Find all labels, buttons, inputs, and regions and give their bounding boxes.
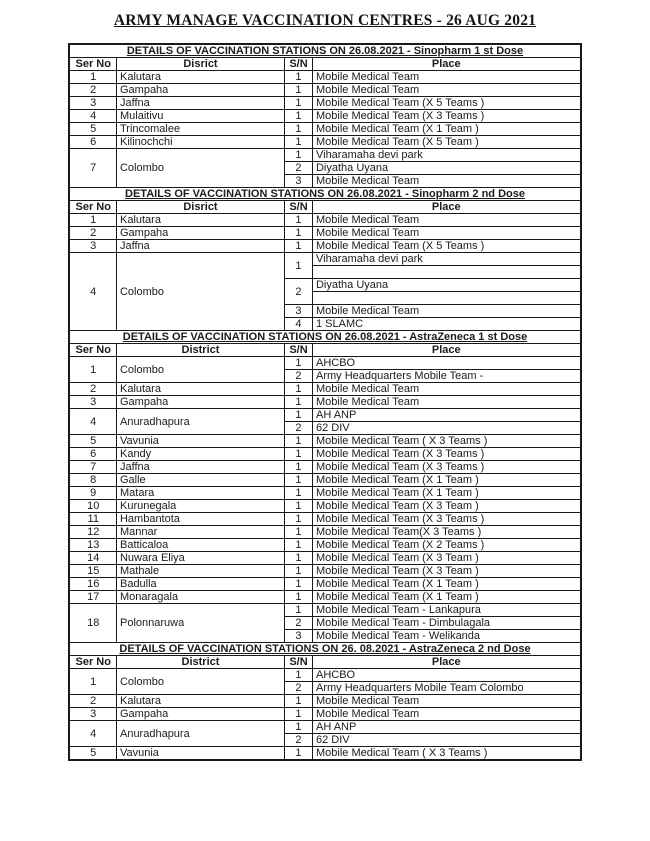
ser-no-cell: 3	[69, 396, 116, 409]
section-header	[69, 331, 580, 344]
ser-no-cell: 3	[69, 240, 116, 253]
place-cell: Army Headquarters Mobile Team Colombo	[312, 682, 580, 695]
ser-no-cell: 9	[69, 487, 116, 500]
page-title: ARMY MANAGE VACCINATION CENTRES - 26 AUG 2021	[113, 12, 537, 29]
sn-cell: 1	[284, 565, 312, 578]
sn-cell: 1	[284, 578, 312, 591]
place-cell: Mobile Medical Team - Welikanda	[312, 630, 580, 643]
place-cell: 1 SLAMC	[312, 318, 580, 331]
sn-cell: 2	[284, 734, 312, 747]
district-cell: Anuradhapura	[116, 409, 284, 435]
table-row	[69, 448, 580, 461]
district-cell: Gampaha	[116, 708, 284, 721]
ser-no-cell: 17	[69, 591, 116, 604]
ser-no-cell: 4	[69, 721, 116, 747]
place-cell: Mobile Medical Team - Lankapura	[312, 604, 580, 617]
district-cell: Mulaitivu	[116, 110, 284, 123]
ser-no-cell: 18	[69, 604, 116, 643]
place-cell: Mobile Medical Team (X 2 Teams )	[312, 539, 580, 552]
place-cell: Mobile Medical Team - Dimbulagala	[312, 617, 580, 630]
place-cell: Mobile Medical Team	[312, 695, 580, 708]
section-band-row	[69, 643, 580, 656]
place-cell: Mobile Medical Team	[312, 227, 580, 240]
place-cell: Diyatha Uyana	[312, 162, 580, 175]
section-header-text: DETAILS OF VACCINATION STATIONS ON 26. 08.2021 - AstraZeneca 2 nd Dose	[119, 643, 531, 655]
ser-no-cell: 11	[69, 513, 116, 526]
district-cell: Kalutara	[116, 71, 284, 84]
sn-cell: 1	[284, 84, 312, 97]
place-cell: Mobile Medical Team ( X 3 Teams )	[312, 435, 580, 448]
table-row	[69, 97, 580, 110]
sn-cell: 2	[284, 279, 312, 305]
table-row	[69, 71, 580, 84]
column-header: District	[116, 344, 284, 357]
sn-cell: 1	[284, 240, 312, 253]
ser-no-cell: 2	[69, 227, 116, 240]
sn-cell: 2	[284, 422, 312, 435]
column-header: Place	[312, 344, 580, 357]
column-header: Ser No	[69, 656, 116, 669]
sn-cell: 3	[284, 175, 312, 188]
district-cell: Vavunia	[116, 435, 284, 448]
sn-cell: 1	[284, 500, 312, 513]
ser-no-cell: 1	[69, 214, 116, 227]
table-row	[69, 695, 580, 708]
district-cell: Colombo	[116, 357, 284, 383]
place-cell: Mobile Medical Team (X 3 Teams )	[312, 110, 580, 123]
sn-cell: 1	[284, 487, 312, 500]
table-row	[69, 84, 580, 97]
district-cell: Kalutara	[116, 383, 284, 396]
district-cell: Jaffna	[116, 461, 284, 474]
ser-no-cell: 15	[69, 565, 116, 578]
district-cell: Gampaha	[116, 84, 284, 97]
place-cell: Mobile Medical Team	[312, 214, 580, 227]
table-row	[69, 435, 580, 448]
place-cell: Mobile Medical Team (X 1 Team )	[312, 591, 580, 604]
sn-cell: 1	[284, 513, 312, 526]
column-header: Disrict	[116, 201, 284, 214]
ser-no-cell: 3	[69, 97, 116, 110]
district-cell: Anuradhapura	[116, 721, 284, 747]
sn-cell: 1	[284, 474, 312, 487]
column-header: S/N	[284, 201, 312, 214]
table-row	[69, 227, 580, 240]
table-row	[69, 110, 580, 123]
column-header: Ser No	[69, 344, 116, 357]
district-cell: Hambantota	[116, 513, 284, 526]
ser-no-cell: 5	[69, 747, 116, 761]
table-row	[69, 357, 580, 370]
table-row	[69, 396, 580, 409]
table-row	[69, 565, 580, 578]
place-cell: Mobile Medical Team	[312, 383, 580, 396]
district-cell: Kilinochchi	[116, 136, 284, 149]
district-cell: Monaragala	[116, 591, 284, 604]
place-cell: Mobile Medical Team (X 3 Team )	[312, 565, 580, 578]
column-header: Disrict	[116, 58, 284, 71]
table-row	[69, 461, 580, 474]
place-cell: AH ANP	[312, 409, 580, 422]
sn-cell: 1	[284, 71, 312, 84]
table-row	[69, 591, 580, 604]
column-header-row	[69, 201, 580, 214]
sn-cell: 1	[284, 448, 312, 461]
ser-no-cell: 1	[69, 357, 116, 383]
column-header: S/N	[284, 656, 312, 669]
place-cell: Army Headquarters Mobile Team -	[312, 370, 580, 383]
district-cell: Kurunegala	[116, 500, 284, 513]
table-row	[69, 123, 580, 136]
column-header: Ser No	[69, 201, 116, 214]
table-row	[69, 578, 580, 591]
ser-no-cell: 10	[69, 500, 116, 513]
table-row	[69, 526, 580, 539]
ser-no-cell: 8	[69, 474, 116, 487]
ser-no-cell: 7	[69, 461, 116, 474]
place-cell: Mobile Medical Team (X 1 Team )	[312, 123, 580, 136]
sn-cell: 1	[284, 97, 312, 110]
place-cell	[312, 266, 580, 279]
district-cell: Kalutara	[116, 214, 284, 227]
sn-cell: 2	[284, 162, 312, 175]
sn-cell: 2	[284, 370, 312, 383]
place-cell: Mobile Medical Team	[312, 84, 580, 97]
table-row	[69, 409, 580, 422]
place-cell: Mobile Medical Team (X 5 Teams )	[312, 97, 580, 110]
place-cell: Mobile Medical Team (X 3 Teams )	[312, 448, 580, 461]
place-cell: Viharamaha devi park	[312, 253, 580, 266]
district-cell: Batticaloa	[116, 539, 284, 552]
ser-no-cell: 2	[69, 383, 116, 396]
column-header: S/N	[284, 344, 312, 357]
ser-no-cell: 6	[69, 448, 116, 461]
district-cell: Vavunia	[116, 747, 284, 761]
section-header-text: DETAILS OF VACCINATION STATIONS ON 26.08.2021 - Sinopharm 1 st Dose	[126, 45, 524, 57]
place-cell: 62 DIV	[312, 422, 580, 435]
place-cell: Mobile Medical Team	[312, 708, 580, 721]
district-cell: Gampaha	[116, 396, 284, 409]
place-cell: Mobile Medical Team (X 5 Teams )	[312, 240, 580, 253]
table-row	[69, 500, 580, 513]
place-cell: Mobile Medical Team (X 3 Teams )	[312, 461, 580, 474]
section-header-text: DETAILS OF VACCINATION STATIONS ON 26.08.2021 - Sinopharm 2 nd Dose	[125, 188, 525, 200]
district-cell: Matara	[116, 487, 284, 500]
sn-cell: 1	[284, 721, 312, 734]
place-cell: Mobile Medical Team (X 5 Team )	[312, 136, 580, 149]
column-header-row	[69, 58, 580, 71]
sn-cell: 1	[284, 110, 312, 123]
ser-no-cell: 4	[69, 253, 116, 331]
table-row	[69, 747, 580, 761]
district-cell: Colombo	[116, 253, 284, 331]
sn-cell: 3	[284, 630, 312, 643]
section-band-row	[69, 44, 580, 58]
district-cell: Polonnaruwa	[116, 604, 284, 643]
ser-no-cell: 1	[69, 71, 116, 84]
table-row	[69, 708, 580, 721]
ser-no-cell: 1	[69, 669, 116, 695]
sn-cell: 3	[284, 305, 312, 318]
district-cell: Galle	[116, 474, 284, 487]
sn-cell: 1	[284, 214, 312, 227]
place-cell: Mobile Medical Team	[312, 305, 580, 318]
sn-cell: 1	[284, 357, 312, 370]
district-cell: Mathale	[116, 565, 284, 578]
ser-no-cell: 12	[69, 526, 116, 539]
sn-cell: 1	[284, 526, 312, 539]
section-header	[69, 643, 580, 656]
sn-cell: 1	[284, 708, 312, 721]
place-cell: AHCBO	[312, 357, 580, 370]
table-row	[69, 669, 580, 682]
ser-no-cell: 6	[69, 136, 116, 149]
table-row	[69, 487, 580, 500]
place-cell: Mobile Medical Team	[312, 175, 580, 188]
column-header-row	[69, 656, 580, 669]
sn-cell: 1	[284, 227, 312, 240]
district-cell: Kalutara	[116, 695, 284, 708]
column-header: Place	[312, 58, 580, 71]
place-cell: Mobile Medical Team	[312, 71, 580, 84]
sn-cell: 1	[284, 669, 312, 682]
section-band-row	[69, 331, 580, 344]
place-cell: Mobile Medical Team	[312, 396, 580, 409]
column-header: Place	[312, 201, 580, 214]
ser-no-cell: 2	[69, 84, 116, 97]
sn-cell: 2	[284, 682, 312, 695]
section-header	[69, 188, 580, 201]
place-cell: AH ANP	[312, 721, 580, 734]
sn-cell: 1	[284, 539, 312, 552]
place-cell: Mobile Medical Team (X 3 Team )	[312, 500, 580, 513]
vaccination-table	[68, 43, 581, 761]
table-row	[69, 721, 580, 734]
place-cell: Diyatha Uyana	[312, 279, 580, 292]
table-row	[69, 149, 580, 162]
table-row	[69, 513, 580, 526]
place-cell: Mobile Medical Team (X 1 Team )	[312, 578, 580, 591]
district-cell: Colombo	[116, 669, 284, 695]
place-cell: Mobile Medical Team (X 1 Team )	[312, 487, 580, 500]
sn-cell: 1	[284, 435, 312, 448]
district-cell: Nuwara Eliya	[116, 552, 284, 565]
place-cell: Viharamaha devi park	[312, 149, 580, 162]
sn-cell: 2	[284, 617, 312, 630]
table-row	[69, 214, 580, 227]
place-cell: Mobile Medical Team (X 3 Teams )	[312, 513, 580, 526]
district-cell: Jaffna	[116, 97, 284, 110]
ser-no-cell: 13	[69, 539, 116, 552]
place-cell: AHCBO	[312, 669, 580, 682]
ser-no-cell: 14	[69, 552, 116, 565]
district-cell: Gampaha	[116, 227, 284, 240]
place-cell: Mobile Medical Team (X 1 Team )	[312, 474, 580, 487]
section-band-row	[69, 188, 580, 201]
table-row	[69, 539, 580, 552]
district-cell: Mannar	[116, 526, 284, 539]
ser-no-cell: 5	[69, 123, 116, 136]
district-cell: Jaffna	[116, 240, 284, 253]
sn-cell: 1	[284, 123, 312, 136]
sn-cell: 1	[284, 383, 312, 396]
table-row	[69, 253, 580, 266]
sn-cell: 1	[284, 409, 312, 422]
district-cell: Badulla	[116, 578, 284, 591]
sn-cell: 1	[284, 461, 312, 474]
ser-no-cell: 7	[69, 149, 116, 188]
vaccination-table-body	[69, 44, 580, 760]
sn-cell: 1	[284, 747, 312, 761]
sn-cell: 1	[284, 552, 312, 565]
table-row	[69, 474, 580, 487]
place-cell	[312, 292, 580, 305]
table-row	[69, 240, 580, 253]
table-row	[69, 604, 580, 617]
column-header: District	[116, 656, 284, 669]
ser-no-cell: 5	[69, 435, 116, 448]
sn-cell: 1	[284, 695, 312, 708]
ser-no-cell: 4	[69, 110, 116, 123]
section-header	[69, 44, 580, 58]
sn-cell: 4	[284, 318, 312, 331]
district-cell: Kandy	[116, 448, 284, 461]
column-header-row	[69, 344, 580, 357]
sn-cell: 1	[284, 591, 312, 604]
ser-no-cell: 2	[69, 695, 116, 708]
district-cell: Colombo	[116, 149, 284, 188]
sn-cell: 1	[284, 136, 312, 149]
ser-no-cell: 16	[69, 578, 116, 591]
table-row	[69, 136, 580, 149]
place-cell: 62 DIV	[312, 734, 580, 747]
ser-no-cell: 3	[69, 708, 116, 721]
sn-cell: 1	[284, 253, 312, 279]
sn-cell: 1	[284, 604, 312, 617]
column-header: S/N	[284, 58, 312, 71]
sn-cell: 1	[284, 149, 312, 162]
place-cell: Mobile Medical Team (X 3 Team )	[312, 552, 580, 565]
place-cell: Mobile Medical Team(X 3 Teams )	[312, 526, 580, 539]
section-header-text: DETAILS OF VACCINATION STATIONS ON 26.08.2021 - AstraZeneca 1 st Dose	[122, 331, 528, 343]
district-cell: Trincomalee	[116, 123, 284, 136]
table-row	[69, 383, 580, 396]
ser-no-cell: 4	[69, 409, 116, 435]
column-header: Ser No	[69, 58, 116, 71]
place-cell: Mobile Medical Team ( X 3 Teams )	[312, 747, 580, 761]
table-row	[69, 552, 580, 565]
column-header: Place	[312, 656, 580, 669]
sn-cell: 1	[284, 396, 312, 409]
